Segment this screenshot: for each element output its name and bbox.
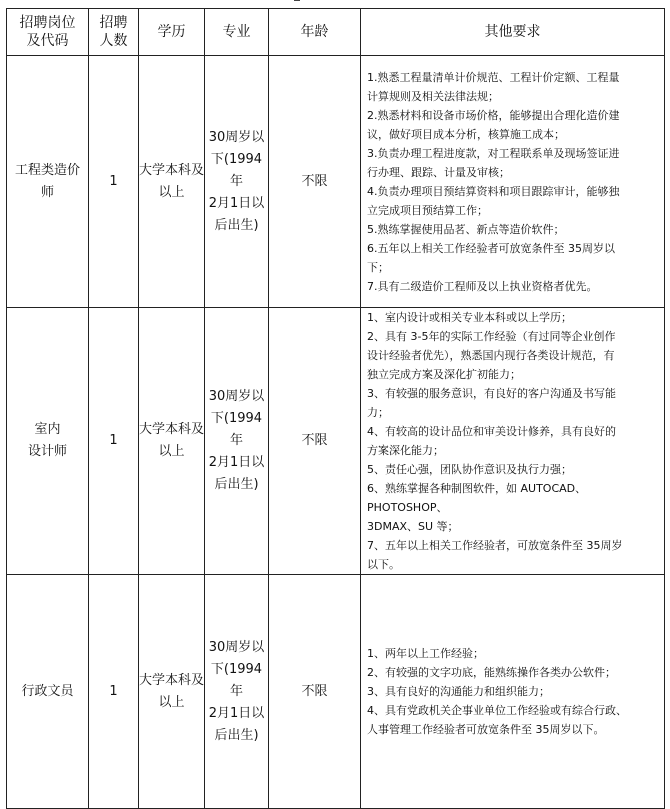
major-line: 2月1日以 — [208, 195, 265, 211]
requirement-line: 4.负责办理项目预结算资料和项目跟踪审计，能够独 — [367, 184, 620, 198]
requirement-line: 行办理、跟踪、计量及审核； — [367, 165, 510, 179]
education-line: 大学本科及 — [139, 422, 205, 437]
cell-age: 不限 — [269, 575, 361, 809]
cell-major — [205, 308, 269, 575]
header-other: 其他要求 — [361, 9, 665, 56]
cell-position — [7, 56, 89, 308]
header-count-line: 人数 — [99, 33, 128, 49]
requirement-line: 4、具有党政机关企事业单位工作经验或有综合行政、 — [367, 704, 627, 717]
education-line: 大学本科及 — [139, 162, 205, 178]
header-row — [7, 9, 665, 56]
requirement-line: 5、责任心强，团队协作意识及执行力强； — [367, 463, 572, 476]
education-line: 以上 — [158, 184, 185, 200]
cell-requirements — [361, 308, 665, 575]
cell-education — [139, 575, 205, 809]
cell-requirements — [361, 575, 665, 809]
major-line: 2月1日以 — [208, 705, 265, 721]
requirement-line: 2.熟悉材料和设备市场价格，能够提出合理化造价建 — [367, 108, 620, 122]
requirement-line: 5.熟练掌握使用品茗、新点等造价软件； — [367, 222, 565, 236]
major-line: 2月1日以 — [208, 455, 265, 470]
requirement-line: 1、两年以上工作经验； — [367, 647, 484, 660]
cell-count: 1 — [89, 308, 139, 575]
major-line: 下(1994年 — [210, 661, 263, 699]
cell-major — [205, 56, 269, 308]
position-line: 室内 — [34, 422, 61, 437]
cell-position — [7, 308, 89, 575]
requirement-line: 7、五年以上相关工作经验者，可放宽条件至 35周岁 — [367, 539, 623, 552]
requirement-line: 力； — [367, 406, 389, 419]
cell-age: 不限 — [269, 308, 361, 575]
requirement-line: 2、有较强的文字功底，能熟练操作各类办公软件； — [367, 666, 616, 679]
requirement-line: 2、具有 3-5年的实际工作经验（有过同等企业创作 — [367, 330, 616, 343]
cell-count: 1 — [89, 56, 139, 308]
requirement-line: 计算规则及相关法律法规； — [367, 89, 499, 103]
major-line: 后出生) — [214, 217, 259, 233]
requirement-line: 6.五年以上相关工作经验者可放宽条件至 35周岁以 — [367, 241, 615, 255]
header-education: 学历 — [139, 9, 205, 56]
requirement-line: 7.具有二级造价工程师及以上执业资格者优先。 — [367, 279, 598, 293]
requirement-line: 1.熟悉工程量清单计价规范、工程计价定额、工程量 — [367, 70, 620, 84]
position-line: 工程类造价 — [14, 162, 80, 178]
cell-education — [139, 308, 205, 575]
position-line: 设计师 — [27, 444, 67, 459]
requirement-line: 方案深化能力； — [367, 444, 444, 457]
requirement-line: 议，做好项目成本分析，核算施工成本； — [367, 127, 565, 141]
major-line: 30周岁以 — [208, 389, 265, 404]
header-age: 年龄 — [269, 9, 361, 56]
cell-count: 1 — [89, 575, 139, 809]
education-line: 以上 — [158, 444, 185, 459]
major-line: 下(1994年 — [210, 151, 263, 189]
requirement-line: 设计经验者优先），熟悉国内现行各类设计规范，有 — [367, 349, 615, 362]
major-line: 后出生) — [214, 727, 259, 743]
cell-position — [7, 575, 89, 809]
top-marker — [294, 0, 300, 3]
major-line: 30周岁以 — [208, 639, 265, 655]
major-line: 下(1994年 — [210, 411, 263, 448]
header-position — [7, 9, 89, 56]
header-major: 专业 — [205, 9, 269, 56]
cell-major — [205, 575, 269, 809]
requirement-line: 1、室内设计或相关专业本科或以上学历； — [367, 311, 572, 324]
requirement-line: 人事管理工作经验者可放宽条件至 35周岁以下。 — [367, 723, 605, 736]
cell-age: 不限 — [269, 56, 361, 308]
header-position-line: 招聘岗位 — [19, 15, 76, 31]
header-count — [89, 9, 139, 56]
requirement-line: 3DMAX、SU 等； — [367, 520, 459, 533]
requirement-line: 独立完成方案及深化扩初能力； — [367, 368, 521, 381]
requirement-line: 立完成项目预结算工作； — [367, 203, 488, 217]
education-line: 以上 — [158, 694, 185, 710]
position-line: 师 — [40, 184, 54, 200]
table-row — [7, 575, 665, 809]
header-count-line: 招聘 — [99, 15, 128, 31]
position-line: 行政文员 — [21, 683, 74, 699]
requirement-line: 以下。 — [367, 558, 400, 571]
cell-requirements — [361, 56, 665, 308]
table-row — [7, 308, 665, 575]
major-line: 30周岁以 — [208, 129, 265, 145]
header-position-line: 及代码 — [26, 33, 69, 49]
requirement-line: 4、有较高的设计品位和审美设计修养，具有良好的 — [367, 425, 616, 438]
requirement-line: 3、有较强的服务意识，有良好的客户沟通及书写能 — [367, 387, 616, 400]
requirement-line: 3.负责办理工程进度款，对工程联系单及现场签证进 — [367, 146, 620, 160]
table-row — [7, 56, 665, 308]
recruitment-table — [6, 8, 665, 809]
requirement-line: 6、熟练掌握各种制图软件，如 AUTOCAD、PHOTOSHOP、 — [367, 482, 587, 514]
major-line: 后出生) — [214, 477, 259, 492]
requirement-line: 3、具有良好的沟通能力和组织能力； — [367, 685, 550, 698]
requirement-line: 下； — [367, 260, 389, 274]
cell-education — [139, 56, 205, 308]
education-line: 大学本科及 — [139, 672, 205, 688]
